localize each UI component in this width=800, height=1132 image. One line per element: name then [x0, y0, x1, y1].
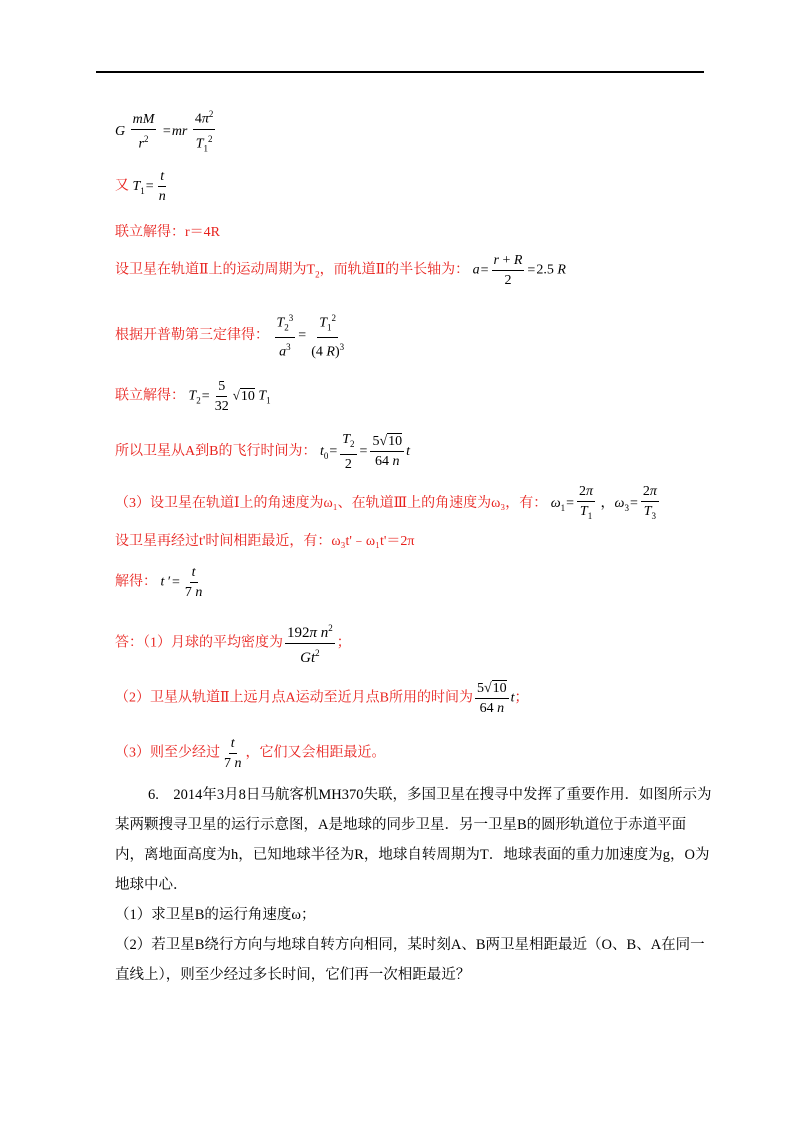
question-stem: 6. 2014年3月8日马航客机MH370失联，多国卫星在搜寻中发挥了重要作用．如图所示为某两颗搜寻卫星的运行示意图，A是地球的同步卫星．另一卫星B的圆形轨道位于赤道平面内，离地面高度为h，已知地球半径为R，地球自转周期为T．地球表面的重力加速度为g，O为地球中心．	[115, 787, 712, 893]
text-kepler: 根据开普勒第三定律得：	[115, 327, 269, 343]
text-solve: 联立解得：	[115, 225, 185, 240]
you-label: 又	[115, 178, 129, 194]
question-part-1: （1）求卫星B的运行角速度ω；	[115, 907, 316, 923]
answer-2: （2）卫星从轨道Ⅱ上远月点A运动至近月点B所用的时间为 $\frac{5√10}{64 n}$ t；	[115, 681, 529, 716]
text-solve-2: 联立解得：	[115, 388, 185, 404]
question-part-2: （2）若卫星B绕行方向与地球自转方向相同，某时刻A、B两卫星相距最近（O、B、A在同一直线上），则至少经过多长时间，它们再一次相距最近？	[115, 937, 705, 983]
text-answer-1: 答：（1）月球的平均密度为	[115, 635, 283, 651]
line-angular: （3）设卫星在轨道Ⅰ上的角速度为ω₁、在轨道Ⅲ上的角速度为ω₃，有： $\omega_1=$ $\frac{2\pi}{T_1}$ ，$\omega_3=$ $\frac{2\pi}{T_3}$	[115, 484, 657, 521]
header-rule	[96, 71, 704, 73]
text-period-t2: 设卫星在轨道Ⅱ上的运动周期为T	[115, 262, 316, 278]
text-answer-1-end: ；	[336, 635, 351, 651]
question-6	[115, 780, 715, 990]
text-flight-time: 所以卫星从A到B的飞行时间为：	[115, 444, 317, 460]
line-kepler: 根据开普勒第三定律得： $\frac{T_2^3}{a^3}$ = $\frac{T_1^2}{(4 R)^3}$	[115, 310, 348, 361]
text-semi-major: ，而轨道Ⅱ的半长轴为：	[319, 262, 470, 278]
solution-radius	[115, 221, 220, 241]
line-flight-time: 所以卫星从A到B的飞行时间为： $t_0=$ $\frac{T_2}{2}$ = $\frac{5√10}{64 n}$ t	[115, 432, 411, 472]
line-period-t2: 设卫星在轨道Ⅱ上的运动周期为$T_2$，而轨道Ⅱ的半长轴为： a= $\frac{r + R}{2}$ =2.5 R	[115, 253, 566, 288]
answer-1: 答：（1）月球的平均密度为 $\frac{192\pi n^2}{Gt^2}$ ；	[115, 620, 351, 667]
line-closest: 设卫星再经过t'时间相距最近，有：ω₃t'﹣ω₁t'＝2π	[115, 534, 415, 549]
text-answer-3: （3）则至少经过	[115, 745, 220, 761]
text-radius-value: r＝4R	[185, 225, 220, 240]
line-t2-solution: 联立解得： $T_2=$ $\frac{5}{32}$ √10 $T_1$	[115, 379, 271, 414]
text-solve-3: 解得：	[115, 574, 157, 590]
answer-3: （3）则至少经过 $\frac{t}{7 n}$ ，它们又会相距最近。	[115, 736, 386, 771]
line-tprime: 解得： t ′= $\frac{t}{7 n}$	[115, 565, 203, 600]
text-answer-2-end: ；	[514, 690, 529, 706]
equation-period: 又 $T_1=$ $\frac{t}{n}$	[115, 169, 166, 204]
text-answer-3-end: ，它们又会相距最近。	[245, 745, 386, 761]
text-answer-2: （2）卫星从轨道Ⅱ上远月点A运动至近月点B所用的时间为	[115, 690, 473, 706]
text-angular: （3）设卫星在轨道Ⅰ上的角速度为ω₁、在轨道Ⅲ上的角速度为ω₃，有：	[115, 496, 548, 512]
equation-gravity: G $\frac{mM}{r^2}$ =mr $\frac{4\pi^2}{T_1^2}$	[115, 106, 217, 157]
